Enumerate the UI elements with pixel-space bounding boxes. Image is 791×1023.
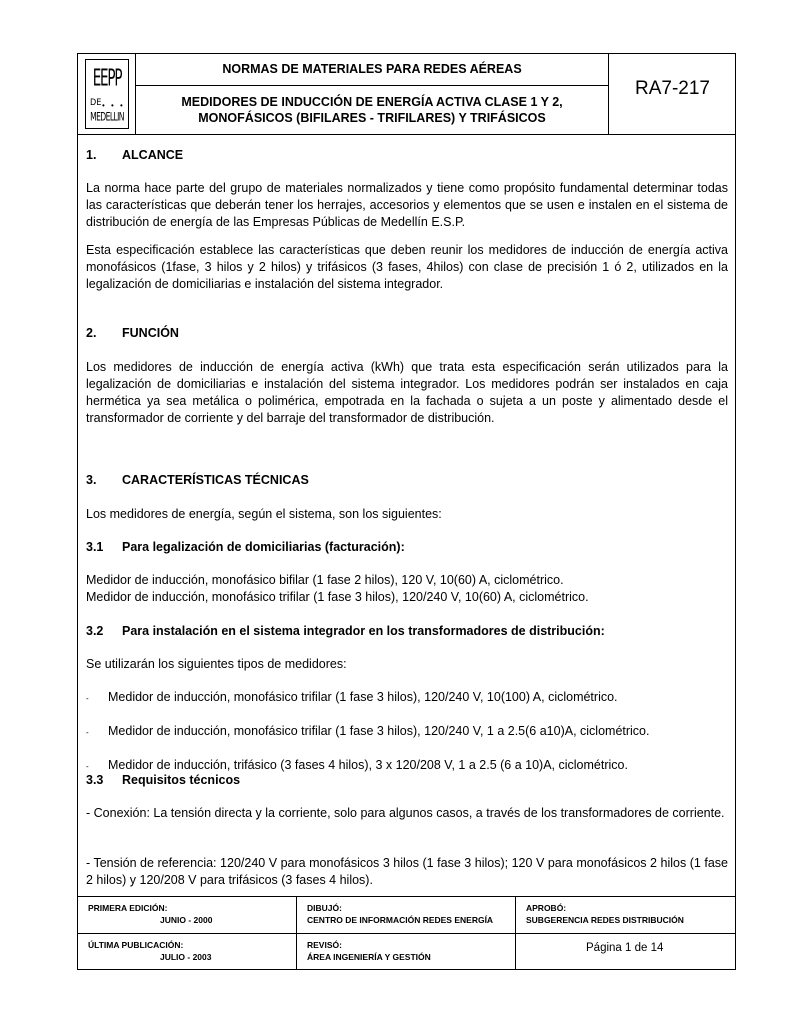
list-item — [86, 689, 728, 706]
primera-edicion-value: JUNIO - 2000 — [160, 915, 213, 925]
reviso-label: REVISÓ: — [307, 940, 342, 950]
subsection-title: Para instalación en el sistema integrador en los transformadores de distribución: — [122, 624, 605, 638]
ultima-publicacion-label: ÚLTIMA PUBLICACIÓN: — [88, 940, 184, 950]
section-3-paragraph-1: Los medidores de energía, según el sistema, son los siguientes: — [86, 507, 442, 521]
subsection-title: Requisitos técnicos — [122, 773, 241, 787]
primera-edicion-label: PRIMERA EDICIÓN: — [88, 903, 168, 913]
dibujo-cell — [297, 897, 516, 933]
reviso-value: ÁREA INGENIERÍA Y GESTIÓN — [307, 952, 431, 962]
aprobo-cell — [516, 897, 735, 933]
document-title: NORMAS DE MATERIALES PARA REDES AÉREAS — [136, 54, 608, 86]
subsection-number: 3.2 — [86, 624, 104, 638]
dibujo-value: CENTRO DE INFORMACIÓN REDES ENERGÍA — [307, 915, 494, 925]
subsection-number: 3.1 — [86, 540, 104, 554]
list-item-text: Medidor de inducción, trifásico (3 fases 4 hilos), 3 x 120/208 V, 1 a 2.5 (6 a 10)A, ciclométrico. — [108, 758, 628, 772]
subtitle-line2: MONOFÁSICOS (BIFILARES - TRIFILARES) Y TRIFÁSICOS — [198, 111, 546, 125]
section-number: 3. — [86, 473, 97, 487]
logo-line1: EEPP — [92, 64, 122, 92]
aprobo-value: SUBGERENCIA REDES DISTRIBUCIÓN — [526, 915, 684, 925]
section-1-paragraph-1: La norma hace parte del grupo de materiales normalizados y tiene como propósito fundamental determinar todas las características que deberán tener los herrajes, accesorios y elementos que se usen e instalen en el sistema de distribución de energía de las Empresas Públicas de Medellín E.S.P. — [86, 181, 728, 229]
list-bullet: - — [86, 694, 89, 703]
footer-row-2 — [78, 934, 735, 971]
section-3-1-line-1: Medidor de inducción, monofásico bifilar (1 fase 2 hilos), 120 V, 10(60) A, ciclométrico. — [86, 573, 564, 587]
page-number: Página 1 de 14 — [586, 942, 664, 954]
document-header — [78, 54, 735, 135]
list-item-text: Medidor de inducción, monofásico trifilar (1 fase 3 hilos), 120/240 V, 10(100) A, ciclométrico. — [108, 690, 618, 704]
document-frame — [77, 53, 736, 970]
section-1-paragraph-2: Esta especificación establece las características que deben reunir los medidores de inducción de energía activa monofásicos (1fase, 3 hilos y 2 hilos) y trifásicos (3 fases, 4hilos) con clase de precisión 1 ó 2, utilizados en la legalización de domiciliarias e instalación del sistema integrador. — [86, 243, 728, 291]
primera-edicion-cell — [78, 897, 297, 933]
section-3-1-line-2: Medidor de inducción, monofásico trifilar (1 fase 3 hilos), 120/240 V, 10(60) A, ciclométrico. — [86, 590, 589, 604]
dibujo-label: DIBUJÓ: — [307, 903, 342, 913]
section-3-3-heading — [86, 772, 728, 789]
section-3-2-intro: Se utilizarán los siguientes tipos de medidores: — [86, 657, 347, 671]
list-item-text: Medidor de inducción, monofásico trifilar (1 fase 3 hilos), 120/240 V, 1 a 2.5(6 a10)A, ciclométrico. — [108, 724, 650, 738]
section-1-heading — [86, 147, 728, 164]
ultima-publicacion-cell — [78, 934, 297, 970]
list-item — [86, 723, 728, 740]
document-subtitle — [136, 94, 608, 126]
ultima-publicacion-value: JULIO - 2003 — [160, 952, 212, 962]
page-number-cell — [516, 934, 735, 970]
section-3-3-paragraph-2: - Tensión de referencia: 120/240 V para monofásicos 3 hilos (1 fase 3 hilos); 120 V para monofásicos 2 hilos (1 fase 2 hilos) y 120/208 V para trifásicos (3 fases 4 hilos). — [86, 856, 728, 887]
section-3-heading — [86, 472, 728, 489]
section-3-2-heading — [86, 623, 728, 640]
section-3-1-heading — [86, 539, 728, 556]
logo-line2: DE — [90, 98, 102, 108]
section-3-3-paragraph-1: - Conexión: La tensión directa y la corriente, solo para algunos casos, a través de los transformadores de corriente. — [86, 806, 725, 820]
subsection-title: Para legalización de domiciliarias (facturación): — [122, 540, 405, 554]
section-title: ALCANCE — [122, 148, 184, 162]
footer-row-1 — [78, 897, 735, 934]
document-code: RA7-217 — [635, 78, 710, 99]
reviso-cell — [297, 934, 516, 970]
title-cell — [136, 54, 609, 134]
list-bullet: - — [86, 728, 89, 737]
section-2-paragraph-1: Los medidores de inducción de energía activa (kWh) que trata esta especificación serán utilizados para la legalización de domiciliarias e instalación del sistema integrador. Los medidores podrán ser instalados en caja hermética ya sea metálica o polimérica, empotrada en la fachada o sujeta a un poste y alimentado desde el transformador de corriente y del barraje del transformador de distribución. — [86, 360, 728, 425]
subtitle-line1: MEDIDORES DE INDUCCIÓN DE ENERGÍA ACTIVA CLASE 1 Y 2, — [181, 95, 563, 109]
section-title: CARACTERÍSTICAS TÉCNICAS — [122, 473, 309, 487]
code-cell — [610, 54, 735, 134]
logo-dots: • • • — [102, 101, 125, 110]
list-bullet: - — [86, 762, 89, 771]
section-title: FUNCIÓN — [122, 326, 179, 340]
section-2-heading — [86, 325, 728, 342]
section-number: 2. — [86, 326, 97, 340]
document-footer — [78, 896, 735, 970]
document-body — [86, 144, 728, 887]
aprobo-label: APROBÓ: — [526, 903, 567, 913]
subsection-number: 3.3 — [86, 773, 104, 787]
section-number: 1. — [86, 148, 97, 162]
eepp-logo — [85, 59, 129, 129]
logo-cell — [78, 54, 136, 134]
logo-line3: MEDELLIN — [90, 111, 124, 125]
